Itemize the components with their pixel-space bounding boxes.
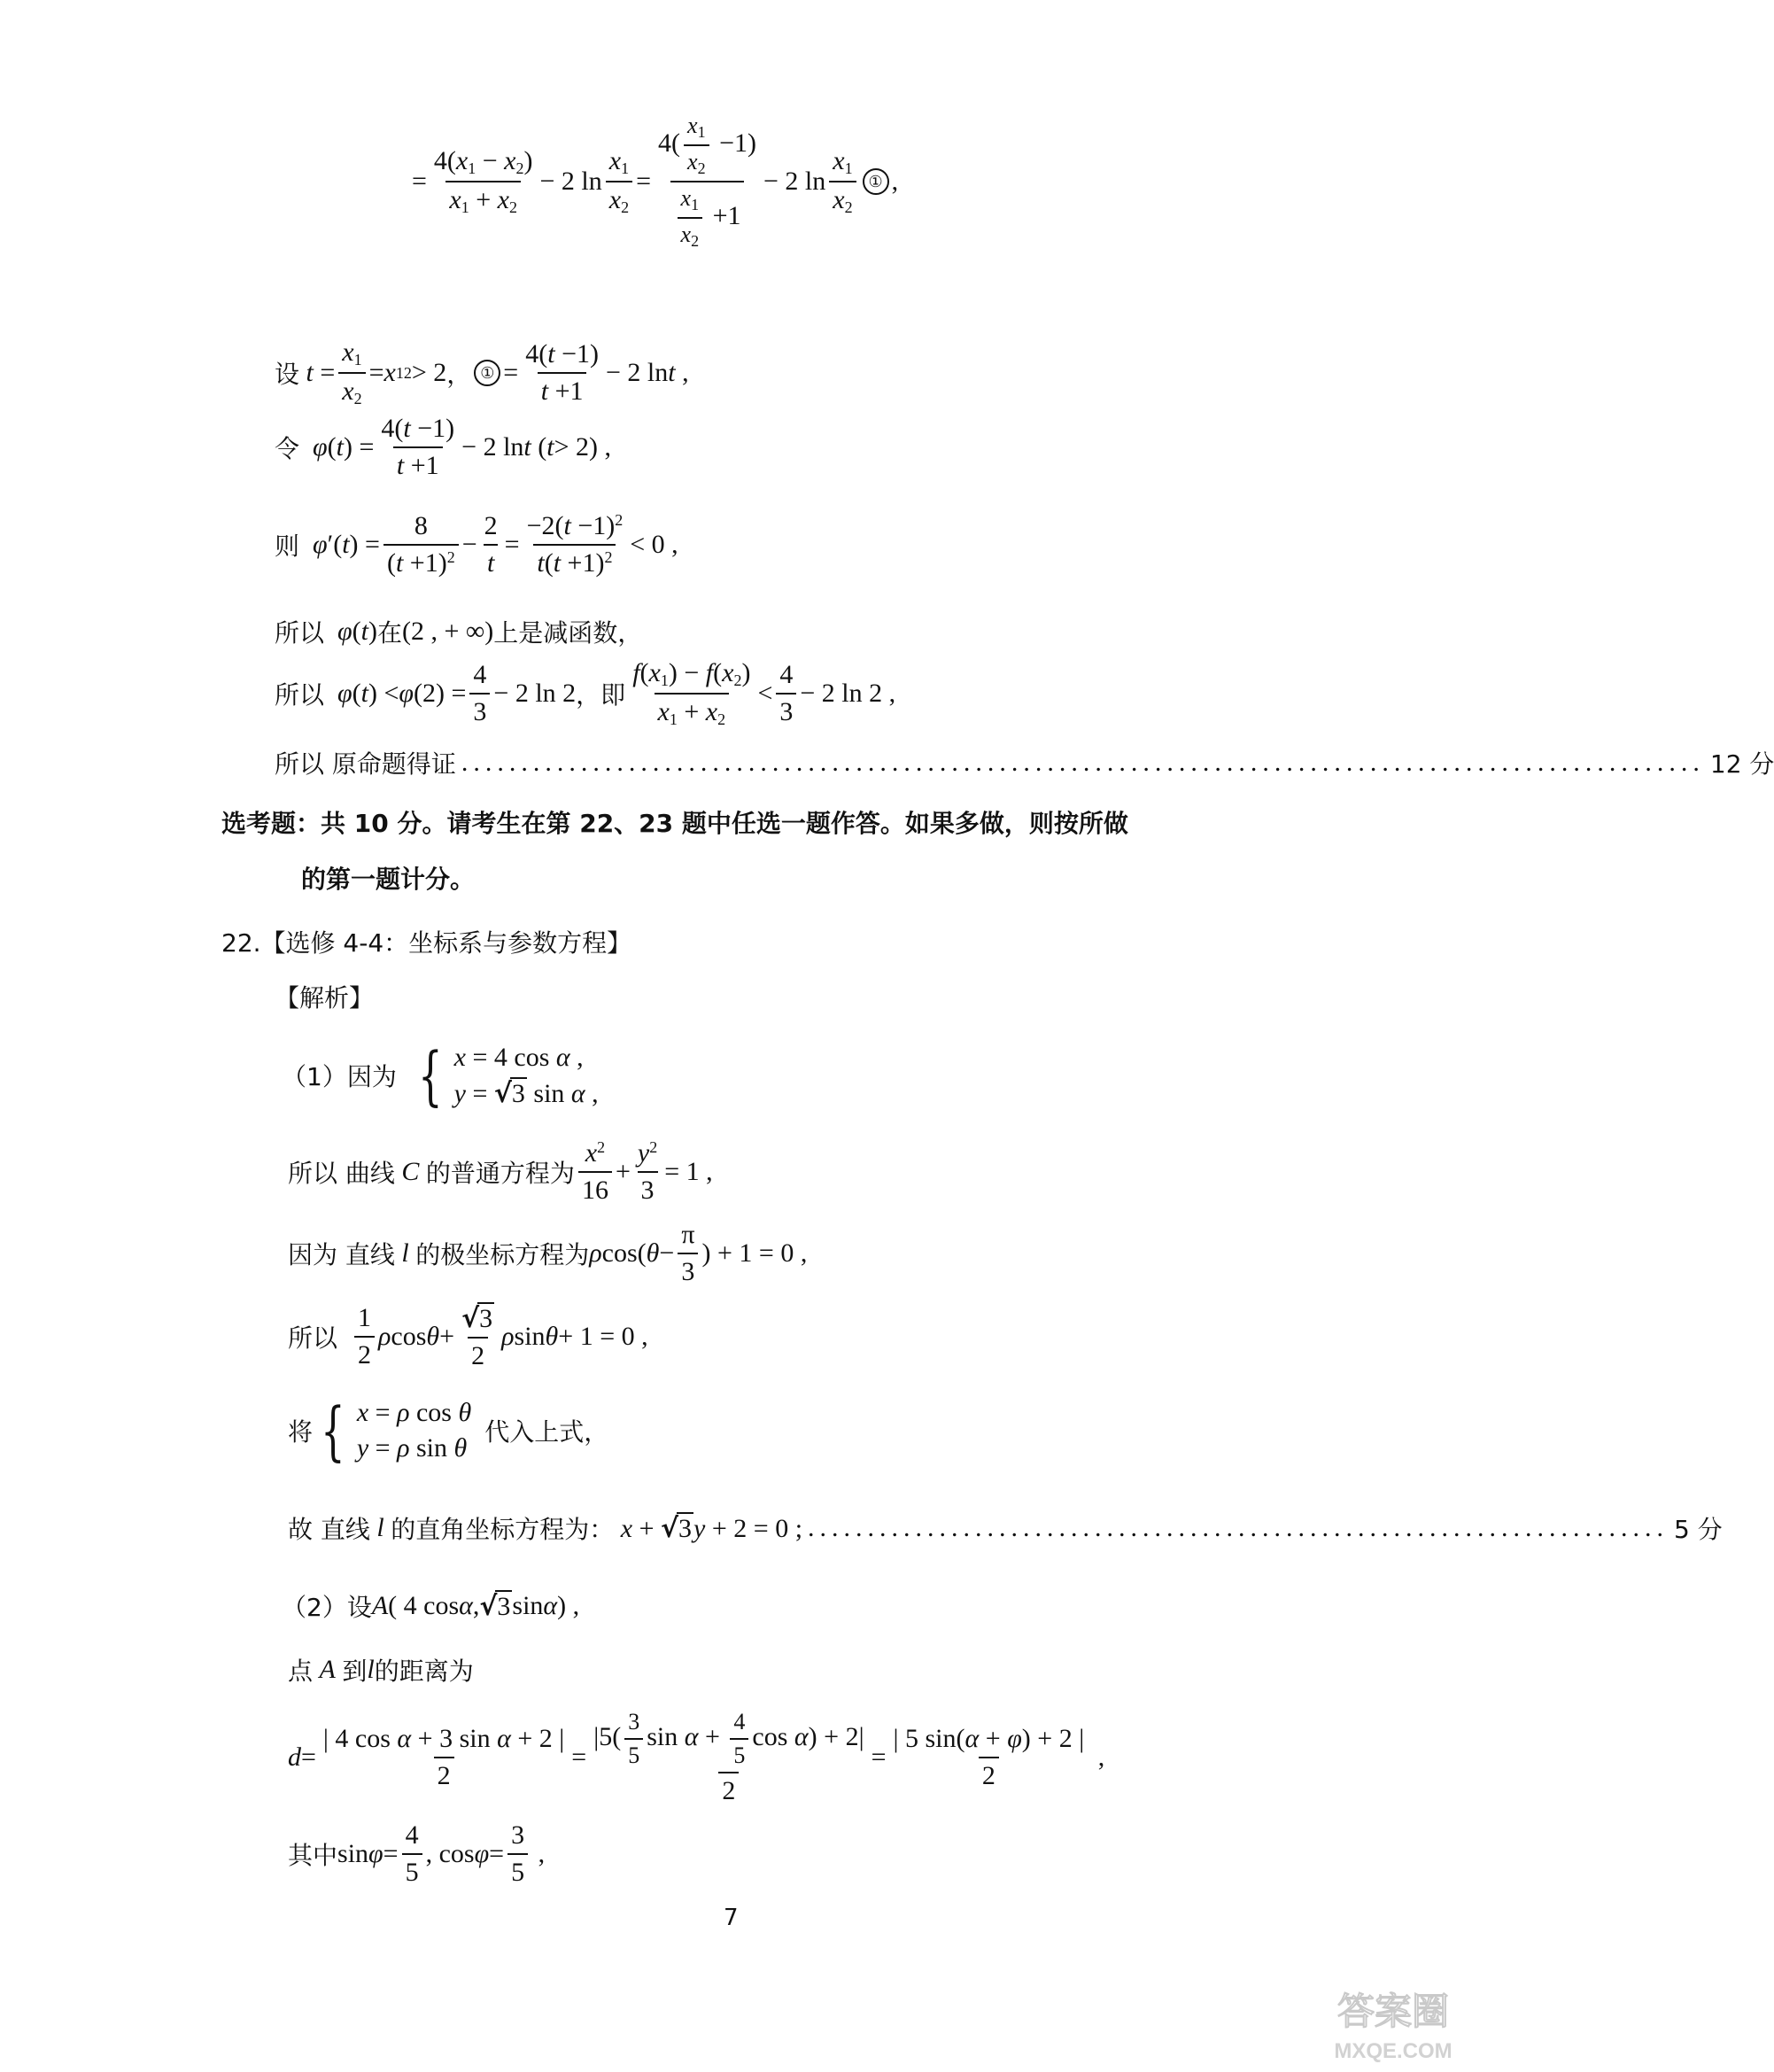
formula-line-2: 设 t = $\frac{x_1}{x_2}$ = x 1 2 > 2 ， ① = $\frac{4(t -1)}{t +1}$ − 2 ln t ,	[275, 338, 689, 407]
where-line: 其中 sin φ = $\frac{4}{5}$ , cos φ = $\frac{3}{5}$ ,	[288, 1820, 546, 1887]
section-title	[221, 802, 1128, 842]
fraction-4-3-b: $\frac{4}{3}$	[776, 660, 796, 727]
fraction-1-2: $\frac{1}{2}$	[354, 1303, 375, 1370]
fraction-3-5: $\frac{3}{5}$	[507, 1820, 528, 1888]
analysis-text: 【解析】	[275, 983, 375, 1013]
gu-text-2: 的直角坐标方程为：	[391, 1515, 615, 1544]
substitute-text: 将	[288, 1417, 314, 1447]
polar-text: 因为 直线	[288, 1240, 395, 1269]
gu-text: 故 直线	[288, 1515, 370, 1544]
substitute-text-2: 代入上式，	[484, 1417, 609, 1447]
fraction-pi-3: $\frac{\pi}{3}$	[678, 1220, 698, 1287]
fraction-d1: $\frac{\text{| 4 cos α + 3 sin α + 2 |}}{2}$	[322, 1724, 565, 1790]
equals-sign: =	[412, 167, 427, 196]
formula-line-4: 则 φ ′( t ) = $\frac{8}{(t +1)^2}$ − $\frac{2}{t}$ = $\frac{-2(t -1)^2}{t(t +1)^2}$ < 0 ,	[275, 511, 678, 578]
cartesian-equation-line: 故 直线 l 的直角坐标方程为： x + √3y + 2 = 0 ; ........................................................................ 5 分	[288, 1508, 1205, 1548]
curve-text: 所以 曲线	[288, 1159, 395, 1188]
fraction-x1-over-x2: $\frac{x_1}{x_2}$	[606, 146, 632, 217]
where-text: 其中	[288, 1841, 338, 1870]
formula-line-1: = $\frac{4(x_1 - x_2)}{x_1 + x_2}$ − 2 ln $\frac{x_1}{x_2}$ = 4( $\frac{x_1}{x_2}$ −1) $\frac{x_1}{x_2}$ +1 − 2 ln $\frac{x_1}{x_2}$ ① ,	[412, 113, 899, 250]
curve-equation-line: 所以 曲线 C 的普通方程为 $\frac{x^2}{16}$ + $\frac{y^2}{3}$ = 1 ,	[288, 1138, 713, 1205]
fraction-4t-1: $\frac{4(t -1)}{t +1}$	[525, 339, 599, 406]
formula-line-5: 所以 φ ( t ) 在 (2 , + ∞) 上是减函数，	[275, 609, 642, 654]
to-text: 到	[342, 1657, 368, 1686]
fraction-sqrt3-2: $\frac{√3}{2}$	[461, 1302, 493, 1370]
substitution-line: 将 { x = ρ cos θ y = ρ sin θ 代入上式，	[288, 1393, 609, 1468]
so-text-2: 所以	[275, 680, 325, 710]
part2-label: （2）设	[282, 1593, 372, 1622]
fraction-t: $\frac{x_1}{x_2}$	[338, 338, 365, 408]
leader-dots-2: ........................................................................	[808, 1513, 1669, 1542]
question-22-heading	[221, 921, 631, 962]
in-text: 在	[376, 618, 402, 648]
fraction-2-over-t: $\frac{2}{t}$	[484, 511, 498, 578]
page-number: 7	[724, 1905, 739, 1931]
watermark-logo	[1327, 1969, 1460, 2067]
fraction-4-3: $\frac{4}{3}$	[469, 660, 490, 727]
point-text: 点	[288, 1657, 314, 1686]
fraction-4x1-x2: $\frac{4(x_1 - x_2)}{x_1 + x_2}$	[433, 146, 533, 216]
section-title-text: 选考题：共 10 分。请考生在第 22、23 题中任选一题作答。如果多做，则按所做	[221, 809, 1128, 838]
let-text: 令	[275, 434, 300, 463]
part1-label: （1）因为	[282, 1062, 397, 1091]
leader-dots: ........................................................................................................	[461, 748, 1705, 777]
polar-text-2: 的极坐标方程为	[415, 1240, 590, 1269]
distance-text: 的距离为	[374, 1657, 474, 1686]
score-12: 12 分	[1709, 749, 1774, 779]
watermark-text-bottom: MXQE.COM	[1334, 2039, 1453, 2063]
fraction-phi: $\frac{4(t -1)}{t +1}$	[381, 414, 455, 480]
fraction-f: $\frac{f(x_1) - f(x_2)}{x_1 + x_2}$	[632, 658, 751, 728]
question-22-text: 22.【选修 4-4：坐标系与参数方程】	[221, 928, 632, 958]
circle-one-marker: ①	[863, 168, 889, 195]
set-text: 设	[275, 360, 300, 389]
curve-text-2: 的普通方程为	[425, 1159, 575, 1188]
part2-line: （2）设 A ( 4 cos α , √ 3 sin α ) ,	[282, 1584, 579, 1628]
conclusion-line	[275, 742, 1774, 783]
analysis-heading	[275, 976, 374, 1017]
so-text-3: 所以	[288, 1323, 338, 1353]
circle-one-marker-2: ①	[474, 360, 500, 386]
distance-line: 点 A 到 l 的距离为	[288, 1649, 474, 1690]
part1-system: （1）因为 { x = 4 cos α , y = √3 sin α ,	[282, 1038, 599, 1113]
so-text: 所以	[275, 618, 325, 648]
conclusion-text: 所以 原命题得证	[275, 749, 456, 779]
section-title-text-2: 的第一题计分。	[301, 865, 476, 894]
fraction-x1-over-x2-b: $\frac{x_1}{x_2}$	[829, 146, 856, 217]
then-text: 则	[275, 532, 300, 561]
score-5: 5 分	[1674, 1515, 1723, 1544]
watermark-text-top: 答案圈	[1336, 1990, 1450, 2033]
fraction-derivative: $\frac{-2(t -1)^2}{t(t +1)^2}$	[526, 511, 624, 578]
fraction-compound: 4( $\frac{x_1}{x_2}$ −1) $\frac{x_1}{x_2}$ +1	[658, 113, 756, 250]
formula-line-3: 令 φ ( t ) = $\frac{4(t -1)}{t +1}$ − 2 ln t ( t > 2) ,	[275, 414, 612, 480]
polar-equation-line: 因为 直线 l 的极坐标方程为 ρ cos( θ − $\frac{\pi}{3}$ ) + 1 = 0 ,	[288, 1220, 808, 1286]
namely-text: ，即	[576, 680, 626, 710]
distance-formula: d = $\frac{\text{| 4 cos α + 3 sin α + 2 |}}{2}$ = |5( $\frac{3}{5}$ sin α + $\frac{4}{5}$ cos α) + 2| 2 = $\frac{| 5 \sin(\alpha + \varphi) + 2 |}{2}$ ,	[288, 1709, 1105, 1805]
formula-line-6: 所以 φ ( t ) < φ (2) = $\frac{4}{3}$ − 2 ln 2 ，即 $\frac{f(x_1) - f(x_2)}{x_1 + x_2}$ < $\frac{4}{3}$ − 2 ln 2 ,	[275, 658, 896, 728]
expanded-equation-line: 所以 $\frac{1}{2}$ ρ cos θ + $\frac{√3}{2}$ ρ sin θ + 1 = 0 ,	[288, 1302, 648, 1370]
comma-text: ，	[446, 360, 472, 389]
fraction-8: $\frac{8}{(t +1)^2}$	[383, 511, 459, 578]
decreasing-text: 上是减函数，	[493, 618, 643, 648]
section-title-2	[301, 858, 475, 898]
fraction-d3: $\frac{| 5 \sin(\alpha + \varphi) + 2 |}{2}$	[893, 1724, 1085, 1790]
fraction-4-5: $\frac{4}{5}$	[402, 1820, 422, 1888]
fraction-x2-16: $\frac{x^2}{16}$	[578, 1138, 612, 1206]
fraction-y2-3: $\frac{y^2}{3}$	[637, 1138, 658, 1205]
fraction-d2: |5( $\frac{3}{5}$ sin α + $\frac{4}{5}$ cos α) + 2| 2	[593, 1709, 864, 1805]
